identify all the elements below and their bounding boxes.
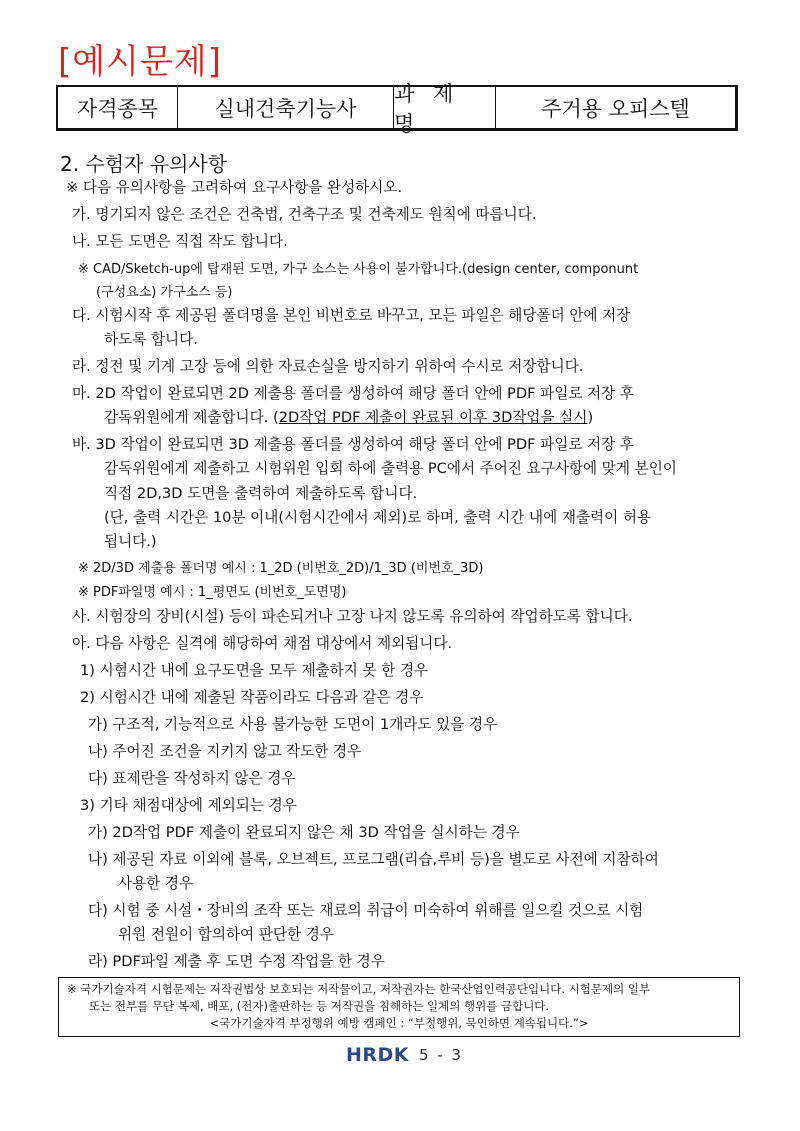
section-title: 2. 수험자 유의사항 (60, 152, 228, 176)
notice-line: 1) 시험시간 내에 요구도면을 모두 제출하지 못 한 경우 (80, 662, 429, 679)
notice-line: 사. 시험장의 장비(시설) 등이 파손되거나 고장 나지 않도록 유의하여 작업하도록 합니다. (72, 608, 633, 625)
notice-line: ※ CAD/Sketch-up에 탑재된 도면, 가구 소스는 사용이 불가합니다.(design center, componunt (78, 262, 639, 277)
info-label-task: 과 제 명 (394, 87, 496, 128)
notice-line: ※ PDF파일명 예시 : 1_평면도 (비번호_도면명) (78, 585, 347, 600)
notice-line: 감독위원에게 제출하고 시험위원 입회 하에 출력용 PC에서 주어진 요구사항에 맞게 본인이 (104, 460, 677, 477)
notice-line: 가. 명기되지 않은 조건은 건축법, 건축구조 및 건축제도 원칙에 따릅니다. (72, 206, 537, 223)
notice-line: ※ 다음 유의사항을 고려하여 요구사항을 완성하시오. (66, 179, 403, 196)
notice-line: (단, 출력 시간은 10분 이내(시험시간에서 제외)로 하며, 출력 시간 내에 재출력이 허용 (104, 509, 652, 526)
notice-line: 아. 다음 사항은 실격에 해당하여 채점 대상에서 제외됩니다. (72, 635, 453, 652)
page-footer (346, 1044, 463, 1066)
notice-line: 하도록 합니다. (104, 331, 198, 348)
info-value-qualification: 실내건축기능사 (178, 87, 394, 128)
campaign-line: <국가기술자격 부정행위 예방 캠페인 : “부정행위, 묵인하면 계속됩니다.”> (209, 1016, 589, 1030)
page-number: 5 - 3 (419, 1046, 464, 1064)
notice-line: 나) 제공된 자료 이외에 블록, 오브젝트, 프로그램(리습,루비 등)을 별도로 사전에 지참하여 (88, 851, 659, 868)
info-label-qualification: 자격종목 (58, 87, 178, 128)
notice-line: 됩니다.) (104, 533, 157, 550)
notice-line: 2) 시험시간 내에 제출된 작품이라도 다음과 같은 경우 (80, 689, 424, 706)
notice-line: 감독위원에게 제출합니다. (2D작업 PDF 제출이 완료된 이후 3D작업을 실시) (104, 409, 594, 426)
notice-line: 가) 구조적, 기능적으로 사용 불가능한 도면이 1개라도 있을 경우 (88, 716, 498, 733)
notice-line: ※ 2D/3D 제출용 폴더명 예시 : 1_2D (비번호_2D)/1_3D (비번호_3D) (78, 561, 484, 576)
notice-line: 가) 2D작업 PDF 제출이 완료되지 않은 채 3D 작업을 실시하는 경우 (88, 824, 520, 841)
notice-line: (구성요소) 가구소스 등) (96, 285, 233, 300)
notice-line: 나) 주어진 조건을 지키지 않고 작도한 경우 (88, 743, 362, 760)
notice-line: 라. 정전 및 기계 고장 등에 의한 자료손실을 방지하기 위하여 수시로 저장합니다. (72, 358, 584, 375)
notice-line: 다) 표제란을 작성하지 않은 경우 (88, 770, 296, 787)
page-title: [예시문제] (58, 42, 222, 82)
notice-line: 라) PDF파일 제출 후 도면 수정 작업을 한 경우 (88, 953, 385, 970)
notice-line: 사용한 경우 (118, 875, 194, 892)
copyright-line-1: ※ 국가기술자격 시험문제는 저작권법상 보호되는 저작물이고, 저작권자는 한국산업인력공단입니다. 시험문제의 일부 (67, 982, 651, 996)
notice-line: 3) 기타 채점대상에 제외되는 경우 (80, 797, 297, 814)
exam-info-table (56, 81, 738, 136)
notice-line: 위원 전원이 합의하여 판단한 경우 (118, 926, 334, 943)
notice-line: 직접 2D,3D 도면을 출력하여 제출하도록 합니다. (104, 485, 418, 502)
hrdk-logo: HRDK (346, 1044, 410, 1066)
notice-line: 다. 시험시작 후 제공된 폴더명을 본인 비번호로 바꾸고, 모든 파일은 해당폴더 안에 저장 (72, 307, 631, 324)
notice-line: 마. 2D 작업이 완료되면 2D 제출용 폴더를 생성하여 해당 폴더 안에 PDF 파일로 저장 후 (72, 385, 634, 402)
notice-line: 다) 시험 중 시설・장비의 조작 또는 재료의 취급이 미숙하여 위해를 일으킬 것으로 시험 (88, 902, 644, 919)
notice-line: 바. 3D 작업이 완료되면 3D 제출용 폴더를 생성하여 해당 폴더 안에 PDF 파일로 저장 후 (72, 436, 634, 453)
info-value-task: 주거용 오피스텔 (541, 96, 690, 121)
notice-line: 나. 모든 도면은 직접 작도 합니다. (72, 233, 288, 250)
copyright-notice (58, 977, 740, 1037)
copyright-line-2: 또는 전부를 무단 복제, 배포, (전자)출판하는 등 저작권을 침해하는 일체의 행위를 금합니다. (89, 999, 550, 1013)
